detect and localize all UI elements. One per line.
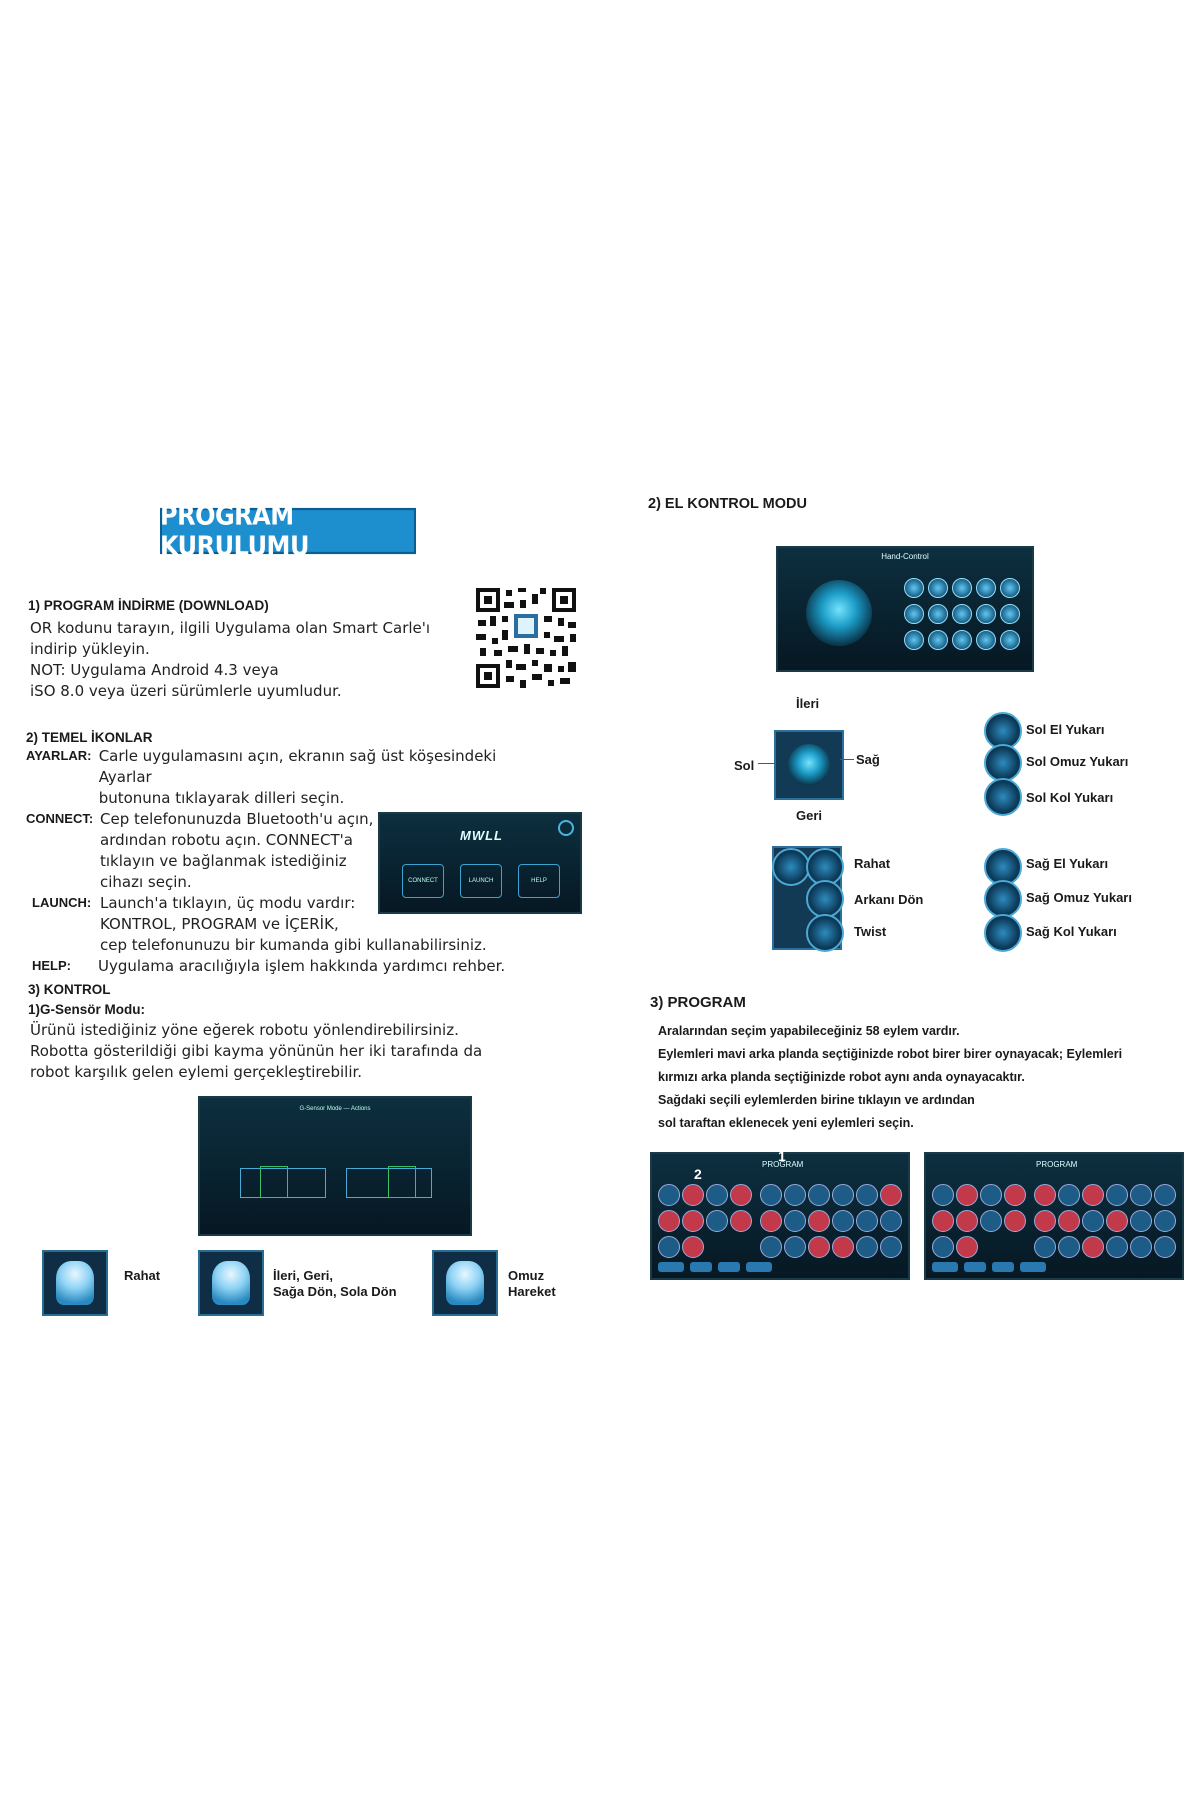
- connect-button: CONNECT: [402, 864, 444, 898]
- section-icons-title: 2) TEMEL İKONLAR: [26, 730, 153, 745]
- dpad-down-label: Geri: [796, 808, 823, 823]
- def-launch: LAUNCH: Launch'a tıklayın, üç modu vardır: KONTROL, PROGRAM ve İÇERİK, cep telefonunuzu bir kumanda gibi kullanabilirsiniz.: [32, 894, 487, 954]
- action-button-grid: [904, 578, 1018, 650]
- sol-el-yukari-label: Sol El Yukarı: [1026, 722, 1105, 737]
- dpad-right-label: Sağ: [856, 752, 880, 767]
- program-screenshot-1: [650, 1148, 910, 1280]
- qr-code: [474, 586, 578, 690]
- launch-button: LAUNCH: [460, 864, 502, 898]
- section-program-title: 3) PROGRAM: [650, 994, 746, 1011]
- right-selection-box: [388, 1166, 416, 1198]
- sag-omuz-yukari-label: Sağ Omuz Yukarı: [1026, 890, 1132, 905]
- joystick: [806, 580, 872, 646]
- section-program-text: Aralarından seçim yapabileceğiniz 58 eylem vardır. Eylemleri mavi arka planda seçtiğinizde robot birer birer oynayacak; Eylemleri kırmızı arka planda seçtiğinizde robot aynı anda oynayacaktır. Sağdaki seçili eylemlerden birine tıklayın ve ardından sol taraftan eklenecek yeni eylemleri seçin.: [658, 1024, 1123, 1130]
- marker-2: 2: [694, 1166, 702, 1182]
- sag-omuz-yukari-icon: [984, 880, 1022, 918]
- def-ayarlar: AYARLAR: Carle uygulamasını açın, ekranın sağ üst köşesindeki Ayarlar butonuna tıklayarak dilleri seçin.: [26, 747, 497, 807]
- gsensor-screen-title: G-Sensor Mode — Actions: [299, 1106, 371, 1112]
- def-help: HELP: Uygulama aracılığıyla işlem hakkında yardımcı rehber.: [32, 957, 506, 975]
- section-gsensor-text: Ürünü istediğiniz yöne eğerek robotu yönlendirebilirsiniz. Robotta gösterildiği gibi kayma yönünün her iki tarafında da robot karşılık gelen eylemi gerçekleştirebilir.: [30, 1021, 483, 1081]
- program-screen-title-2: PROGRAM: [1036, 1160, 1078, 1169]
- sol-omuz-yukari-icon: [984, 744, 1022, 782]
- section-download-text: OR kodunu tarayın, ilgili Uygulama olan Smart Carle'ı indirip yükleyin. NOT: Uygulama Android 4.3 veya iSO 8.0 veya üzeri sürümlerle uyumludur.: [30, 619, 431, 700]
- sol-kol-yukari-icon: [984, 778, 1022, 816]
- section-download-title: 1) PROGRAM İNDİRME (DOWNLOAD): [28, 598, 269, 613]
- program-screen-title-1: PROGRAM: [762, 1160, 804, 1169]
- page-title-banner: PROGRAM KURULUMU: [160, 508, 416, 554]
- left-selection-box: [260, 1166, 288, 1198]
- shoulder-label: Omuz Hareket: [508, 1268, 556, 1299]
- program-tabs-1: [658, 1262, 772, 1272]
- program-tabs-2: [932, 1262, 1046, 1272]
- marker-1: 1: [778, 1148, 786, 1164]
- arkani-don-label: Arkanı Dön: [854, 892, 924, 907]
- dpad-up-label: İleri: [796, 696, 820, 711]
- arkani-don-icon: [806, 880, 844, 918]
- gsensor-screenshot: [198, 1096, 472, 1236]
- twist-icon: [806, 914, 844, 952]
- program-screenshot-2: [924, 1152, 1184, 1280]
- sag-kol-yukari-label: Sağ Kol Yukarı: [1026, 924, 1117, 939]
- sag-el-yukari-label: Sağ El Yukarı: [1026, 856, 1109, 871]
- dpad-left-label: Sol: [734, 758, 755, 773]
- dpad-icon: [774, 730, 844, 800]
- app-home-screenshot: [378, 812, 582, 914]
- help-button: HELP: [518, 864, 560, 898]
- program-queue-1: [658, 1184, 750, 1258]
- dpad-left-line: [758, 763, 774, 764]
- section-kontrol-title: 3) KONTROL: [28, 982, 111, 997]
- sol-omuz-yukari-label: Sol Omuz Yukarı: [1026, 754, 1129, 769]
- program-actions-2: [1034, 1184, 1174, 1258]
- program-queue-2: [932, 1184, 1024, 1258]
- def-connect: CONNECT: Cep telefonunuzda Bluetooth'u açın, ardından robotu açın. CONNECT'a tıklayın ve bağlanmak istediğiniz cihazı seçin.: [26, 810, 374, 891]
- rahat-label: Rahat: [124, 1268, 161, 1283]
- shoulder-robot-icon: [432, 1250, 498, 1316]
- section-gsensor-subtitle: 1)G-Sensör Modu:: [28, 1002, 145, 1017]
- sol-kol-yukari-label: Sol Kol Yukarı: [1026, 790, 1114, 805]
- sag-kol-yukari-icon: [984, 914, 1022, 952]
- settings-gear-icon: [558, 820, 574, 836]
- direction-robot-icon: [198, 1250, 264, 1316]
- dpad-right-line: [840, 759, 854, 760]
- section-hand-control-title: 2) EL KONTROL MODU: [648, 496, 807, 512]
- rahat-action-label: Rahat: [854, 856, 891, 871]
- twist-label: Twist: [854, 924, 887, 939]
- hand-control-screenshot: [776, 546, 1034, 672]
- program-actions-1: [760, 1184, 900, 1258]
- rahat-robot-icon: [42, 1250, 108, 1316]
- app-logo: MWLL: [460, 828, 503, 843]
- direction-label: İleri, Geri, Sağa Dön, Sola Dön: [273, 1268, 397, 1299]
- hand-control-screen-title: Hand-Control: [881, 552, 929, 561]
- rahat-action-icon: [772, 848, 810, 886]
